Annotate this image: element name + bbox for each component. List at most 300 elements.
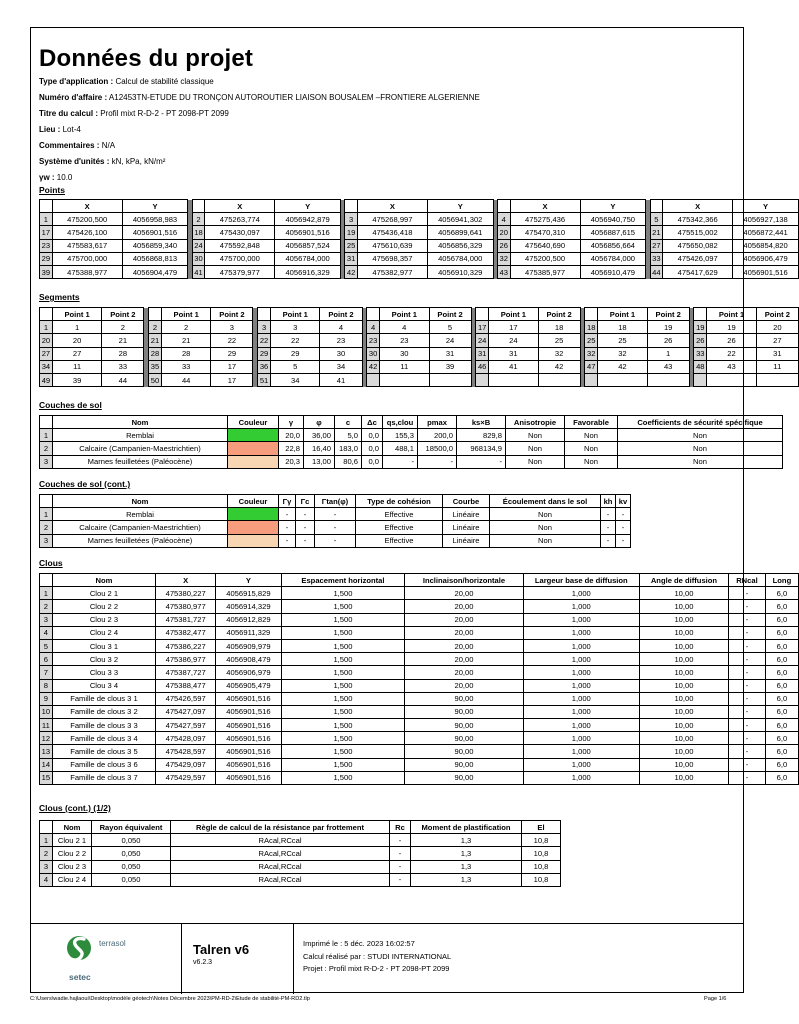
table-cell: 475382,977 (357, 265, 427, 278)
table-cell: Clou 2 3 (53, 860, 92, 873)
column-header: Coefficients de sécurité spécifique (618, 416, 783, 429)
row-index: 20 (40, 334, 53, 347)
table-cell: 24 (489, 334, 538, 347)
table-cell: 18 (598, 321, 647, 334)
software-name: Talren v6 (193, 942, 250, 957)
table-cell: 10,00 (639, 692, 728, 705)
table-row (40, 360, 799, 373)
table-cell: 475342,366 (663, 213, 733, 226)
info-value: N/A (101, 141, 116, 150)
info-key: Commentaires : (39, 141, 100, 150)
corner-cell (694, 308, 707, 321)
table-cell: 21 (161, 334, 210, 347)
row-index: 3 (258, 321, 271, 334)
table-cell: 43 (707, 360, 756, 373)
table-cell: 1,000 (523, 679, 639, 692)
table-cell: - (729, 626, 766, 639)
info-gammaw (39, 170, 480, 186)
table-cell: 20 (756, 321, 798, 334)
info-key: Titre du calcul : (39, 109, 98, 118)
column-header: Point 1 (161, 308, 210, 321)
table-cell: 0,050 (92, 873, 171, 886)
table-cell: 6,0 (765, 732, 798, 745)
table-cell: 80,6 (335, 455, 362, 468)
row-index: 42 (367, 360, 380, 373)
row-index: 1 (40, 834, 53, 847)
table-cell: Effective (356, 521, 443, 534)
table-cell: 1,000 (523, 732, 639, 745)
table-cell: 475381,727 (156, 613, 216, 626)
table-cell: 20,00 (405, 666, 523, 679)
table-cell: Non (618, 429, 783, 442)
header-row (40, 821, 561, 834)
table-cell: - (601, 534, 616, 547)
row-index: 3 (40, 860, 53, 873)
table-cell (756, 373, 798, 386)
column-header: Nom (52, 574, 156, 587)
row-index: 11 (40, 719, 53, 732)
info-value: kN, kPa, kN/m² (111, 157, 166, 166)
file-path: C:\Users\wadie.hajlaoui\Desktop\modèle géotech\Notes Décembre 2023\PM-RD-2\Etude de stabilité-PM-RD2.tlp (30, 996, 310, 1002)
table-cell: 25 (538, 334, 580, 347)
table-cell: 23 (320, 334, 362, 347)
table-row (40, 860, 561, 873)
table-cell: 20,00 (405, 679, 523, 692)
info-titre (39, 106, 480, 122)
table-cell: 6,0 (765, 639, 798, 652)
column-header: X (52, 200, 122, 213)
table-cell: - (729, 587, 766, 600)
table-cell: 4056887,615 (580, 226, 646, 239)
footer-divider (181, 924, 182, 994)
table-cell: 21 (102, 334, 144, 347)
row-index: 22 (258, 334, 271, 347)
row-index: 30 (367, 347, 380, 360)
table-cell: Calcaire (Campanien-Maestrichtien) (53, 521, 228, 534)
table-cell: 10,00 (639, 745, 728, 758)
corner-cell (585, 308, 598, 321)
table-cell: 24 (429, 334, 471, 347)
table-cell: Non (506, 455, 565, 468)
table-cell: Non (565, 429, 618, 442)
info-value: Calcul de stabilité classique (115, 77, 214, 86)
table-cell: 6,0 (765, 679, 798, 692)
row-index: 2 (40, 521, 53, 534)
row-index: 24 (476, 334, 489, 347)
table-cell: Marnes feuilletées (Paléocène) (53, 534, 228, 547)
table-cell: Calcaire (Campanien-Maestrichtien) (53, 442, 228, 455)
table-cell: Clou 2 3 (52, 613, 156, 626)
table-cell: Non (490, 508, 601, 521)
page-title: Données du projet (39, 45, 254, 72)
row-index: 21 (149, 334, 162, 347)
row-index: 5 (40, 639, 53, 652)
table-row (40, 213, 799, 226)
table-cell: 475426,597 (156, 692, 216, 705)
row-index: 49 (40, 373, 53, 386)
row-index: 3 (345, 213, 358, 226)
table-cell: 28 (161, 347, 210, 360)
table-cell: - (729, 758, 766, 771)
table-cell: 4056901,516 (733, 265, 799, 278)
table-cell: 10,8 (522, 860, 561, 873)
row-index: 48 (694, 360, 707, 373)
row-index: 33 (650, 252, 663, 265)
table-cell: 1,000 (523, 639, 639, 652)
table-cell: 20,00 (405, 626, 523, 639)
table-cell: 4056909,979 (216, 639, 282, 652)
table-cell: Non (506, 442, 565, 455)
table-cell: 475380,227 (156, 587, 216, 600)
corner-cell (40, 308, 53, 321)
table-cell: 20 (52, 334, 101, 347)
table-cell: RAcal,RCcal (171, 847, 390, 860)
table-cell: 475379,977 (205, 265, 275, 278)
corner-cell (345, 200, 358, 213)
header-row (40, 308, 799, 321)
column-header: Couleur (228, 495, 279, 508)
row-index: 17 (40, 226, 53, 239)
row-index: 7 (40, 666, 53, 679)
table-cell: Marnes feuilletées (Paléocène) (53, 455, 228, 468)
row-index: 9 (40, 692, 53, 705)
table-cell: Linéaire (443, 521, 490, 534)
table-cell: 39 (52, 373, 101, 386)
table-cell: 6,0 (765, 587, 798, 600)
row-index: 42 (345, 265, 358, 278)
table-row (40, 226, 799, 239)
table-cell: 44 (102, 373, 144, 386)
row-index: 18 (585, 321, 598, 334)
table-row (40, 321, 799, 334)
table-cell: Remblai (53, 508, 228, 521)
row-index: 23 (367, 334, 380, 347)
author: Calcul réalisé par : STUDI INTERNATIONAL (303, 951, 452, 961)
row-index: 25 (345, 239, 358, 252)
corner-cell (258, 308, 271, 321)
row-index: 18 (192, 226, 205, 239)
terrasol-logo-icon (61, 928, 151, 992)
table-cell: 475200,500 (510, 252, 580, 265)
table-cell: 34 (320, 360, 362, 373)
table-cell: 475429,097 (156, 758, 216, 771)
segments-table (39, 307, 799, 387)
table-cell: 10,00 (639, 666, 728, 679)
table-row (40, 347, 799, 360)
table-cell: Clou 2 1 (53, 834, 92, 847)
table-cell: 4056901,516 (216, 732, 282, 745)
row-index: 50 (149, 373, 162, 386)
row-index: 32 (585, 347, 598, 360)
table-cell: 39 (429, 360, 471, 373)
corner-cell (149, 308, 162, 321)
table-cell: 10,00 (639, 653, 728, 666)
table-cell: - (729, 705, 766, 718)
column-header: Moment de plastification (411, 821, 522, 834)
column-header: Favorable (565, 416, 618, 429)
table-cell: 6,0 (765, 600, 798, 613)
info-key: γw : (39, 173, 55, 182)
table-cell: 475426,097 (663, 252, 733, 265)
column-header: Nom (53, 821, 92, 834)
column-header: γ (279, 416, 304, 429)
table-cell: 968134,9 (457, 442, 506, 455)
column-header: Rayon équivalent (92, 821, 171, 834)
header-row (40, 200, 799, 213)
table-cell: - (279, 508, 296, 521)
table-cell: 0,0 (362, 455, 383, 468)
row-index: 44 (650, 265, 663, 278)
column-header: X (205, 200, 275, 213)
table-cell: 4056905,479 (216, 679, 282, 692)
row-index: 4 (40, 873, 53, 886)
table-cell: 4056906,479 (733, 252, 799, 265)
column-header: Anisotropie (506, 416, 565, 429)
column-header: Règle de calcul de la résistance par frottement (171, 821, 390, 834)
table-cell: 6,0 (765, 666, 798, 679)
column-header: Type de cohésion (356, 495, 443, 508)
table-cell: 18500,0 (418, 442, 457, 455)
table-cell: 33 (161, 360, 210, 373)
table-cell: 475386,977 (156, 653, 216, 666)
table-cell: 475386,227 (156, 639, 216, 652)
table-cell: - (729, 732, 766, 745)
row-index: 2 (192, 213, 205, 226)
table-cell: 0,050 (92, 847, 171, 860)
row-index: 1 (40, 321, 53, 334)
row-index: 2 (40, 847, 53, 860)
column-header: Espacement horizontal (281, 574, 405, 587)
row-index: 13 (40, 745, 53, 758)
table-cell: 3 (271, 321, 320, 334)
table-cell: 0,050 (92, 860, 171, 873)
column-header: Point 2 (320, 308, 362, 321)
table-cell: 6,0 (765, 771, 798, 784)
table-cell: 32 (598, 347, 647, 360)
table-cell: 4056901,516 (216, 719, 282, 732)
table-cell: 1,000 (523, 666, 639, 679)
table-cell: - (383, 455, 418, 468)
table-cell: 4056872,441 (733, 226, 799, 239)
table-cell: Non (506, 429, 565, 442)
column-header: kh (601, 495, 616, 508)
info-value: A12453TN-ETUDE DU TRONÇON AUTOROUTIER LIAISON BOUSALEM –FRONTIERE ALGERIENNE (108, 93, 480, 102)
table-row (40, 679, 799, 692)
column-header: Point 2 (102, 308, 144, 321)
table-cell: 6,0 (765, 705, 798, 718)
info-value: 10.0 (56, 173, 73, 182)
table-cell: 475427,097 (156, 705, 216, 718)
table-cell: - (729, 745, 766, 758)
table-cell: 475429,597 (156, 771, 216, 784)
table-cell: Famille de clous 3 6 (52, 758, 156, 771)
table-cell: 4056908,479 (216, 653, 282, 666)
table-cell: 475430,097 (205, 226, 275, 239)
table-row (40, 455, 783, 468)
table-cell: 25 (598, 334, 647, 347)
table-cell: Clou 3 2 (52, 653, 156, 666)
clous-table (39, 573, 799, 785)
table-cell: 18 (538, 321, 580, 334)
column-header: Point 2 (647, 308, 689, 321)
column-header: Y (275, 200, 341, 213)
clous-cont-table (39, 820, 561, 887)
column-header: X (156, 574, 216, 587)
table-cell: Non (618, 455, 783, 468)
table-cell: - (729, 771, 766, 784)
print-info (303, 938, 451, 976)
table-cell: Linéaire (443, 534, 490, 547)
table-cell: 10,8 (522, 847, 561, 860)
row-index: 51 (258, 373, 271, 386)
project-info (39, 74, 480, 186)
row-index: 15 (40, 771, 53, 784)
table-cell (489, 373, 538, 386)
table-cell: 11 (380, 360, 429, 373)
table-cell: 4056910,479 (580, 265, 646, 278)
table-cell: 20,0 (279, 429, 304, 442)
table-cell: 1,3 (411, 873, 522, 886)
table-cell: 17 (211, 373, 253, 386)
table-cell: 4056784,000 (427, 252, 493, 265)
table-row (40, 508, 631, 521)
row-index: 21 (650, 226, 663, 239)
table-cell: - (729, 679, 766, 692)
table-cell: 90,00 (405, 719, 523, 732)
table-cell: 4056915,829 (216, 587, 282, 600)
table-cell: 1,500 (281, 600, 405, 613)
table-row (40, 666, 799, 679)
table-cell: 10,00 (639, 600, 728, 613)
table-cell: 4056958,983 (122, 213, 188, 226)
table-cell: Clou 2 1 (52, 587, 156, 600)
column-header: X (357, 200, 427, 213)
row-index: 19 (345, 226, 358, 239)
table-row (40, 653, 799, 666)
table-cell: 13,00 (304, 455, 335, 468)
table-cell: - (601, 508, 616, 521)
row-index: 4 (40, 626, 53, 639)
table-cell: 90,00 (405, 732, 523, 745)
column-header: Inclinaison/horizontale (405, 574, 523, 587)
row-index: 27 (40, 347, 53, 360)
row-index: 25 (585, 334, 598, 347)
table-cell: 4056899,641 (427, 226, 493, 239)
table-cell: - (616, 521, 631, 534)
table-cell: 475436,418 (357, 226, 427, 239)
table-cell: 26 (647, 334, 689, 347)
table-cell (538, 373, 580, 386)
table-row (40, 719, 799, 732)
layer-color-swatch (228, 429, 279, 442)
table-cell: - (315, 508, 356, 521)
row-index: 4 (497, 213, 510, 226)
table-row (40, 873, 561, 886)
table-cell: Remblai (53, 429, 228, 442)
table-cell: 11 (52, 360, 101, 373)
table-cell: 17 (489, 321, 538, 334)
table-cell: 1,500 (281, 653, 405, 666)
table-cell: Non (565, 442, 618, 455)
column-header: Y (733, 200, 799, 213)
table-cell: 34 (271, 373, 320, 386)
info-affaire (39, 90, 480, 106)
table-cell: 488,1 (383, 442, 418, 455)
table-cell: 30 (320, 347, 362, 360)
table-cell: - (601, 521, 616, 534)
corner-cell (40, 200, 53, 213)
table-cell: 1,3 (411, 847, 522, 860)
info-lieu (39, 122, 480, 138)
table-cell: 1,000 (523, 705, 639, 718)
info-value: Profil mixt R-D-2 - PT 2098-PT 2099 (100, 109, 229, 118)
table-cell: Clou 2 2 (53, 847, 92, 860)
table-cell: 42 (538, 360, 580, 373)
table-cell: - (390, 834, 411, 847)
column-header: Point 1 (271, 308, 320, 321)
table-cell: 4056901,516 (216, 758, 282, 771)
column-header: qs,clou (383, 416, 418, 429)
table-cell: 43 (647, 360, 689, 373)
table-cell: - (729, 613, 766, 626)
header-row (40, 416, 783, 429)
column-header: pmax (418, 416, 457, 429)
row-index: 28 (149, 347, 162, 360)
row-index: 8 (40, 679, 53, 692)
table-cell: 19 (647, 321, 689, 334)
table-cell: 1,500 (281, 666, 405, 679)
row-index: 1 (40, 508, 53, 521)
layer-color-swatch (228, 521, 279, 534)
table-cell: 1,500 (281, 705, 405, 718)
table-cell: 4056901,516 (216, 692, 282, 705)
row-index: 19 (694, 321, 707, 334)
info-type (39, 74, 480, 90)
table-row (40, 534, 631, 547)
project-name: Projet : Profil mixt R-D-2 - PT 2098-PT 2099 (303, 964, 450, 973)
table-cell: 20,00 (405, 653, 523, 666)
table-cell: RAcal,RCcal (171, 873, 390, 886)
table-cell: 4056784,000 (580, 252, 646, 265)
column-header: Nom (53, 416, 228, 429)
row-index: 24 (192, 239, 205, 252)
table-cell: 90,00 (405, 745, 523, 758)
section-clous-cont-title: Clous (cont.) (1/2) (39, 803, 111, 813)
layer-color-swatch (228, 508, 279, 521)
row-index: 34 (40, 360, 53, 373)
table-cell: Clou 3 4 (52, 679, 156, 692)
table-cell: 6,0 (765, 613, 798, 626)
row-index: 26 (694, 334, 707, 347)
table-cell: - (457, 455, 506, 468)
table-cell: 17 (211, 360, 253, 373)
table-cell: Famille de clous 3 3 (52, 719, 156, 732)
table-cell: 4056901,516 (216, 745, 282, 758)
column-header: φ (304, 416, 335, 429)
table-row (40, 265, 799, 278)
table-cell: 1,500 (281, 732, 405, 745)
table-row (40, 758, 799, 771)
table-cell: 4056784,000 (275, 252, 341, 265)
table-cell: 10,00 (639, 719, 728, 732)
table-cell: 475650,082 (663, 239, 733, 252)
table-cell: - (390, 847, 411, 860)
row-index: 6 (40, 653, 53, 666)
brand-setec: setec (69, 972, 91, 982)
column-header: Angle de diffusion (639, 574, 728, 587)
table-cell: 4056854,820 (733, 239, 799, 252)
table-row (40, 847, 561, 860)
